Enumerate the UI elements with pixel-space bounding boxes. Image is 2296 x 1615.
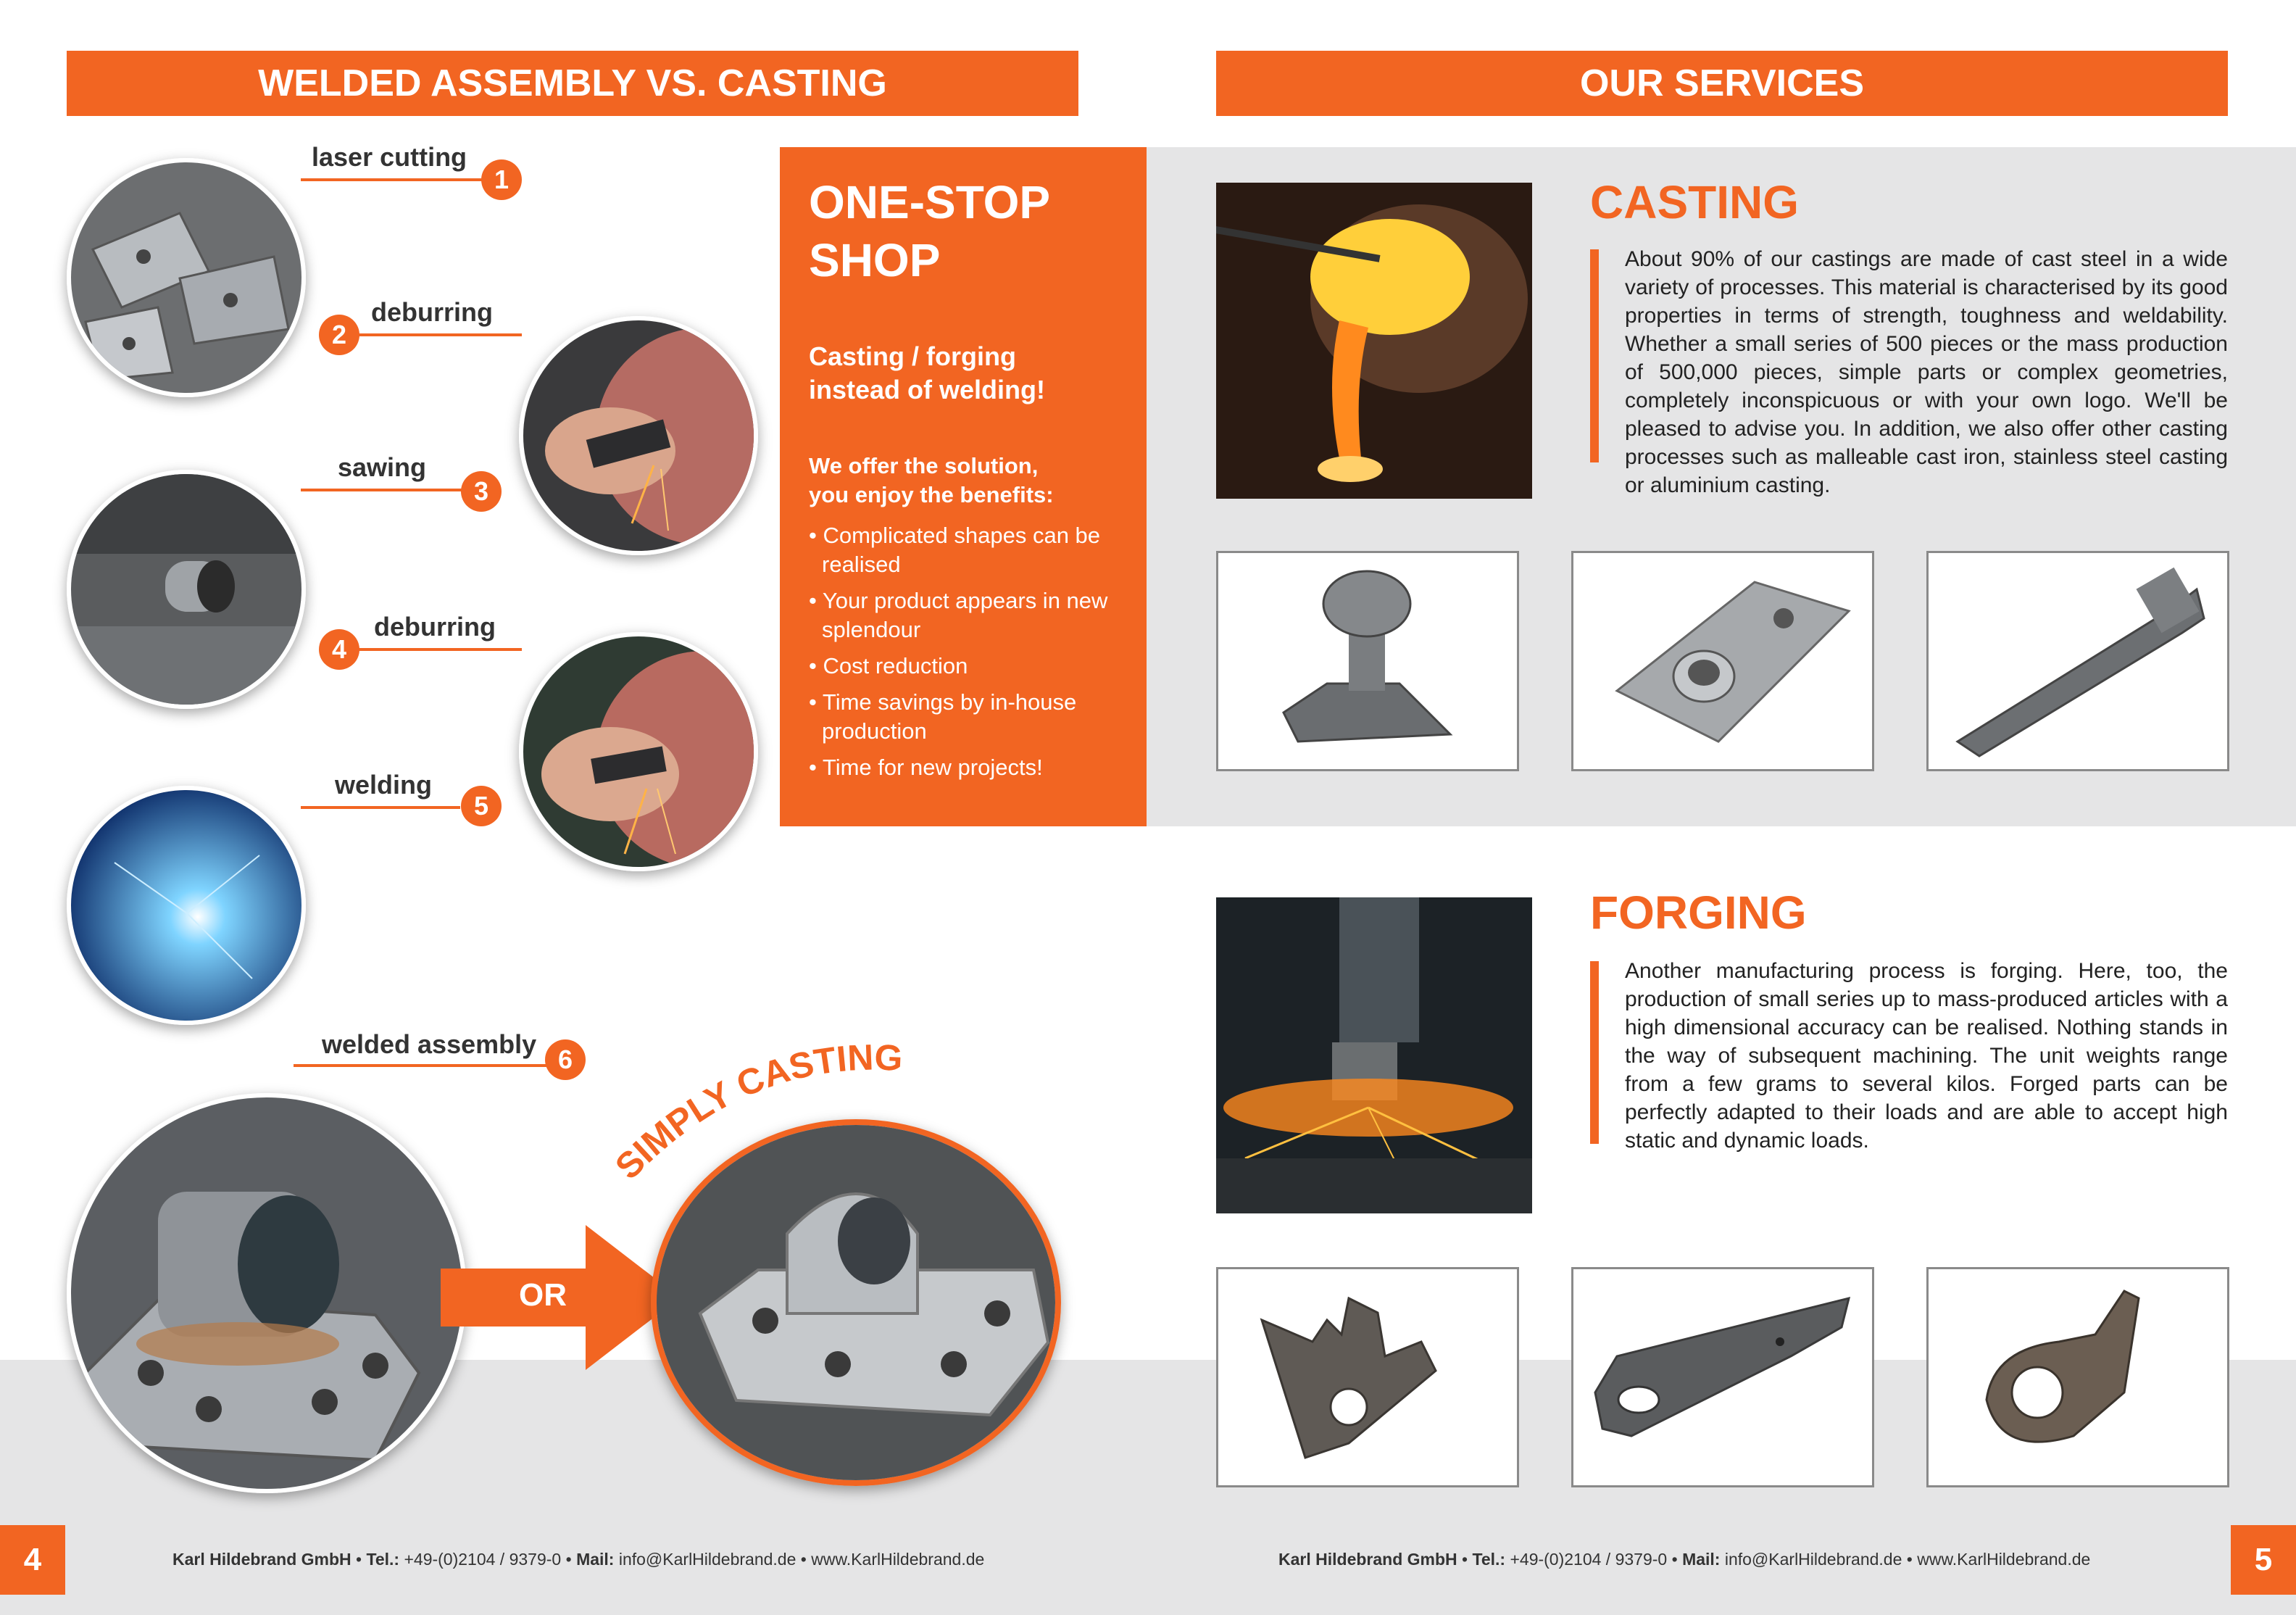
promo-title-line1: ONE-STOP [809,176,1051,228]
page-number-right: 5 [2231,1525,2296,1595]
step-5-number: 5 [461,786,502,826]
step-4-label: deburring [374,612,496,642]
forged-part-thumb-2 [1571,1267,1874,1487]
laser-cutting-photo [67,158,306,397]
simply-casting-label [602,1044,935,1189]
forged-part-thumb-3 [1926,1267,2229,1487]
benefit-item: • Time for new projects! [809,755,1043,780]
benefits-list [809,521,1118,782]
footer-web-link[interactable]: www.KarlHildebrand.de [811,1550,985,1569]
step-3-line [301,489,482,491]
one-stop-shop-box [780,147,1147,826]
footer-left: Karl Hildebrand GmbH • Tel.: +49-(0)2104 / 9379-0 • Mail: info@KarlHildebrand.de • www.KarlHildebrand.de [172,1550,985,1569]
promo-subtitle-line1: Casting / forging [809,341,1016,371]
step-5-line [301,806,460,809]
footer-company: Karl Hildebrand GmbH [172,1550,352,1569]
step-3-number: 3 [461,471,502,512]
svg-text:SIMPLY CASTING [607,1044,904,1187]
promo-offer-line1: We offer the solution, [809,453,1039,478]
step-4-line [341,648,522,651]
cast-part-thumb-2 [1571,551,1874,771]
promo-subtitle-line2: instead of welding! [809,375,1046,404]
welding-photo [67,786,306,1025]
footer-mail-link[interactable]: info@KarlHildebrand.de [618,1550,796,1569]
casting-accent-bar [1590,249,1599,462]
step-2-label: deburring [371,297,493,327]
footer-web-link[interactable]: www.KarlHildebrand.de [1917,1550,2091,1569]
step-6-line [294,1064,547,1067]
casting-photo [1216,183,1532,499]
step-5-label: welding [335,770,432,800]
simply-casting-text: SIMPLY CASTING [607,1044,904,1187]
step-4-number: 4 [319,629,359,670]
step-1-label: laser cutting [312,142,467,172]
footer-tel: +49-(0)2104 / 9379-0 [404,1550,562,1569]
promo-title-line2: SHOP [809,234,941,286]
step-2-number: 2 [319,315,359,355]
deburring-photo-2 [519,632,758,871]
forged-part-thumb-1 [1216,1267,1519,1487]
step-3-label: sawing [338,452,427,482]
cast-part-thumb-3 [1926,551,2229,771]
step-1-number: 1 [481,159,522,200]
promo-offer-line2: you enjoy the benefits: [809,482,1054,507]
step-2-line [341,333,522,336]
forging-accent-bar [1590,961,1599,1144]
footer-tel: +49-(0)2104 / 9379-0 [1510,1550,1668,1569]
forging-title: FORGING [1590,887,1807,939]
step-6-label: welded assembly [322,1029,537,1059]
sawing-photo [67,470,306,709]
page-number-left: 4 [0,1525,65,1595]
step-1-line [301,178,482,181]
step-6-number: 6 [545,1039,586,1080]
left-header: WELDED ASSEMBLY VS. CASTING [67,51,1078,116]
cast-part-thumb-1 [1216,551,1519,771]
right-header: OUR SERVICES [1216,51,2228,116]
welded-assembly-photo [67,1093,467,1493]
benefit-item: • Complicated shapes can be realised [809,523,1101,577]
footer-mail-link[interactable]: info@KarlHildebrand.de [1724,1550,1902,1569]
deburring-photo-1 [519,316,758,555]
benefit-item: • Your product appears in new splendour [809,588,1108,642]
forging-body: Another manufacturing process is forging. Here, too, the production of small series up to mass-produced articles with a high dimensional accuracy can be realised. Nothing stands in the way of subsequent machining. The unit weights range from a few grams to several kilos. Forged parts can be perfectly adapted to their loads and are able to accept high static and dynamic loads. [1625,959,2228,1153]
benefit-item: • Cost reduction [809,653,968,678]
casting-title: CASTING [1590,176,1799,228]
forging-photo [1216,897,1532,1213]
casting-body: About 90% of our castings are made of cast steel in a wide variety of processes. This material is characterised by its good properties in terms of strength, toughness and weldability. Whether a small series of 500 pieces or the mass production of 500,000 pieces, simple parts or complex geometries, completely inconspicuous or with your own logo. We'll be pleased to advise you. In addition, we also offer other casting processes such as malleable cast iron, stainless steel casting or aluminium casting. [1625,247,2228,497]
footer-right: Karl Hildebrand GmbH • Tel.: +49-(0)2104 / 9379-0 • Mail: info@KarlHildebrand.de • www.KarlHildebrand.de [1278,1550,2091,1569]
benefit-item: • Time savings by in-house production [809,689,1077,744]
or-label: OR [519,1277,567,1313]
footer-company: Karl Hildebrand GmbH [1278,1550,1457,1569]
